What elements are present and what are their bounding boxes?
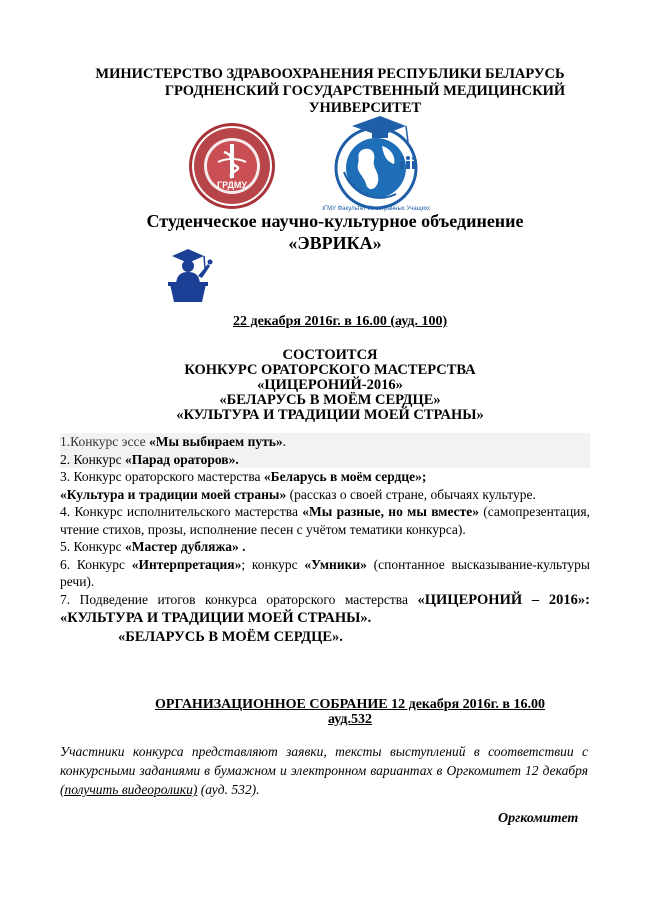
item-3-title-2: «Культура и традиции моей страны» xyxy=(60,486,287,502)
item-1-prefix: 1.Конкурс эссе xyxy=(60,434,149,449)
item-2-title: «Парад ораторов». xyxy=(125,451,239,467)
header-line-3: УНИВЕРСИТЕТ xyxy=(308,100,422,116)
item-3-title: «Беларусь в моём сердце»; xyxy=(263,469,427,484)
list-item xyxy=(60,451,590,469)
list-item xyxy=(60,538,590,556)
item-6-title: «Интерпретация» xyxy=(131,556,242,572)
event-date-line: 22 декабря 2016г. в 16.00 (ауд. 100) xyxy=(233,314,448,329)
item-6-title-2: «Умники» xyxy=(304,556,367,572)
seal-abbrev: ГРДМУ xyxy=(216,180,248,190)
signature: Оргкомитет xyxy=(498,811,579,826)
header-line-1: МИНИСТЕРСТВО ЗДРАВООХРАНЕНИЯ РЕСПУБЛИКИ БЕЛАРУСЬ xyxy=(95,66,565,82)
item-6-prefix: 6. Конкурс xyxy=(60,556,132,572)
item-6-desc: (спонтанное высказывание-культуры речи). xyxy=(60,556,590,589)
org-line-1: Студенческое научно-культурное объединение xyxy=(146,211,524,231)
item-5-title: «Мастер дубляжа» . xyxy=(125,539,246,554)
note-text: Участники конкурса представляют заявки, тексты выступлений в соответствии с конкурсными заданиями в бумажном и электронном вариантах в Оргкомитет 12 декабря xyxy=(60,744,588,778)
item-6-mid: ; конкурс xyxy=(241,556,305,572)
list-item xyxy=(60,433,590,451)
note-text-end: (ауд. 532). xyxy=(197,782,260,797)
item-4-title: «Мы разные, но мы вместе» xyxy=(302,504,479,519)
item-3-desc: (рассказ о своей стране, обычаях культуре. xyxy=(286,486,536,502)
meeting-line-2: ауд.532 xyxy=(328,712,372,727)
list-item xyxy=(60,628,590,647)
ministry-header xyxy=(60,66,600,117)
header-line-2: ГРОДНЕНСКИЙ ГОСУДАРСТВЕННЫЙ МЕДИЦИНСКИЙ xyxy=(164,83,566,99)
item-1-suffix: . xyxy=(282,434,286,449)
list-item xyxy=(60,556,590,591)
speaker-podium-icon xyxy=(168,246,220,304)
organizational-meeting xyxy=(110,697,590,727)
list-item xyxy=(60,468,590,503)
item-3-prefix: 3. Конкурс ораторского мастерства xyxy=(60,469,264,484)
item-4-prefix: 4. Конкурс исполнительского мастерства xyxy=(60,504,303,519)
contest-list xyxy=(60,433,590,646)
announce-line-2: КОНКУРС ОРАТОРСКОГО МАСТЕРСТВА xyxy=(184,362,476,378)
item-4-desc: (самопрезентация, чтение стихов, прозы, исполнение песен с учётом тематики конкурса). xyxy=(60,504,590,537)
globe-ring-text: ГрГМУ Факультет Иностранных Учащихся xyxy=(322,206,430,212)
list-item xyxy=(60,591,590,628)
get-videos-link[interactable]: (получить видеоролики) xyxy=(60,782,198,797)
item-7-title: «ЦИЦЕРОНИЙ – 2016»: «КУЛЬТУРА И ТРАДИЦИИ МОЕЙ СТРАНЫ». xyxy=(60,591,590,626)
item-2-prefix: 2. Конкурс xyxy=(60,451,126,467)
org-line-2: «ЭВРИКА» xyxy=(288,233,382,253)
item-5-prefix: 5. Конкурс xyxy=(60,539,126,554)
announce-line-4: «БЕЛАРУСЬ В МОЁМ СЕРДЦЕ» xyxy=(219,392,441,408)
announce-line-1: СОСТОИТСЯ xyxy=(282,347,378,363)
item-7-prefix: 7. Подведение итогов конкурса ораторского мастерства xyxy=(60,591,418,607)
item-7-title-2: «БЕЛАРУСЬ В МОЁМ СЕРДЦЕ». xyxy=(118,628,343,645)
announcement xyxy=(150,348,510,423)
participants-note xyxy=(60,742,588,799)
announce-line-5: «КУЛЬТУРА И ТРАДИЦИИ МОЕЙ СТРАНЫ» xyxy=(176,407,484,423)
list-item xyxy=(60,503,590,538)
meeting-line-1: ОРГАНИЗАЦИОННОЕ СОБРАНИЕ 12 декабря 2016г. в 16.00 xyxy=(155,697,545,712)
faculty-globe-logo xyxy=(322,112,430,212)
announce-line-3: «ЦИЦЕРОНИЙ-2016» xyxy=(257,377,403,393)
university-seal-logo xyxy=(188,122,276,210)
item-1-title: «Мы выбираем путь» xyxy=(148,434,283,449)
